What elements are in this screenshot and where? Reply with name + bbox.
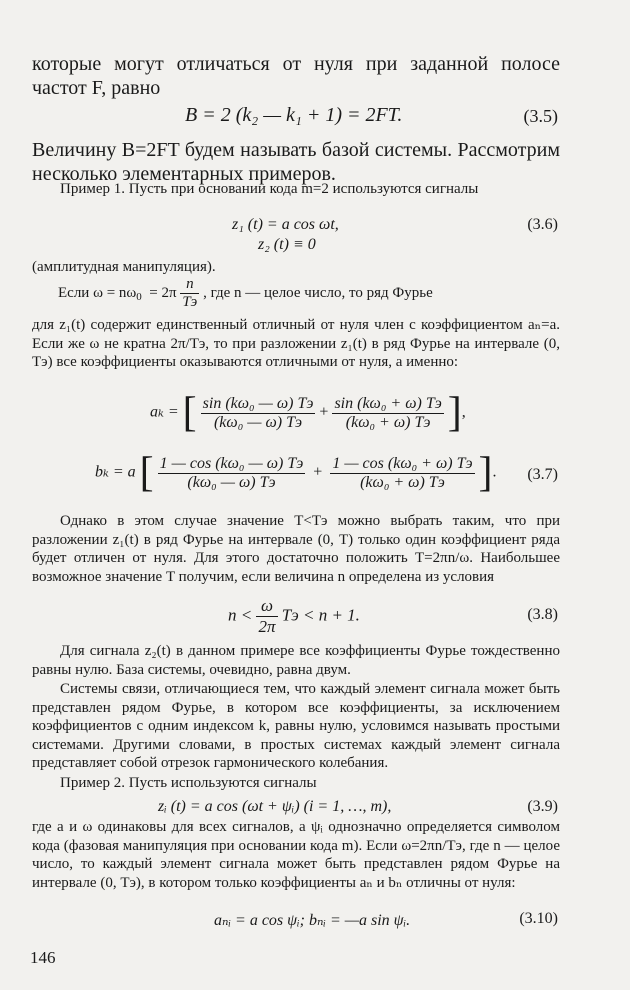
page-number: 146 [30, 948, 56, 967]
equation-3-10: aₙᵢ = a cos ψᵢ; bₙᵢ = —a sin ψᵢ. [214, 912, 411, 929]
ak-lhs: aₖ = [150, 403, 179, 421]
frequency-condition-end: , где n — целое число, то ряд Фурье [203, 284, 433, 301]
eq38-denominator: 2π [258, 617, 276, 636]
eq-number-3-6: (3.6) [527, 216, 558, 233]
ak-denominator-2: (kω₀ + ω) Tэ [345, 413, 431, 431]
paragraph-simple-systems: Системы связи, отличающиеся тем, что каждый элемент сигнала может быть представлен рядом Фурье, в котором все коэффициенты, за исключением коэффициентов с одним индексом k, равны нулю, условимся называть простыми системами. Другими словами, в простых системах каждый элемент сигнала представляет собой отрезок гармонического колебания. [32, 681, 560, 771]
equation-3-6-line2: z₂ (t) ≡ 0 [258, 236, 316, 253]
eq38-right: Tэ < n + 1. [281, 605, 360, 625]
fraction-denominator-t: Tэ [182, 294, 198, 310]
equation-bk: bₖ = a [ $\frac{\text{1 — cos (kω₀ — ω) Tэ}}{\text{(kω₀ — ω) Tэ}}$ + $\frac{\text{1 — cos (kω₀ + ω) Tэ}}{\text{(kω₀ + ω) Tэ}}$ ]. [95, 450, 497, 496]
eq38-numerator: ω [256, 596, 277, 617]
ak-numerator-1: sin (kω₀ — ω) Tэ [202, 394, 314, 412]
paragraph-modulation-note: (амплитудная манипуляция). [32, 259, 216, 275]
equation-3-6-line1: z₁ (t) = a cos ωt, [232, 216, 339, 233]
equation-3-9: zᵢ (t) = a cos (ωt + ψᵢ) (i = 1, …, m), [158, 798, 392, 815]
two-pi: 2π [161, 284, 177, 301]
paragraph-second-signal: Для сигнала z₂(t) в данном примере все коэффициенты Фурье тождественно равны нулю. База системы, очевидно, равна двум. [32, 643, 560, 678]
bk-numerator-2: 1 — cos (kω₀ + ω) Tэ [332, 454, 473, 472]
bk-lhs: bₖ = a [95, 463, 136, 481]
paragraph-intro: которые могут отличаться от нуля при заданной полосе частот F, равно [32, 53, 560, 99]
bk-denominator-2: (kω₀ + ω) Tэ [360, 473, 445, 491]
paragraph-phase-modulation: где a и ω одинаковы для всех сигналов, а ψᵢ однозначно определяется символом кода (фазовая манипуляция при основании кода m). Если ω=2πn/Tэ, где n — целое число, то каждый элемент сигнала может быть представлен рядом Фурье на интервале (0, Tэ), в котором только коэффициенты aₙ и bₙ отличны от нуля: [32, 819, 560, 891]
paragraph-frequency-condition: Если $\omega = n\omega_0 = 2\pi$ $\frac{n}{Tэ}$ , где n — целое число, то ряд Фурье [58, 276, 433, 310]
equation-3-5: B = 2 (k₂ — k₁ + 1) = 2FT. [185, 104, 403, 126]
eq-number-3-5: (3.5) [523, 106, 558, 126]
eq-number-3-9: (3.9) [527, 798, 558, 815]
paragraph-example-2: Пример 2. Пусть используются сигналы [60, 775, 317, 791]
eq38-left: n < [228, 605, 253, 625]
paragraph-base-definition: Величину B=2FT будем называть базой системы. Рассмотрим несколько элементарных примеров. [32, 139, 560, 185]
paragraph-fourier-coefficients: для z₁(t) содержит единственный отличный от нуля член с коэффициентом aₙ=a. Если же ω не кратна 2π/Tэ, то при разложении z₁(t) в ряд Фурье на интервале (0, Tэ) все коэффициенты оказываются отличными от нуля, а именно: [32, 317, 560, 370]
ak-denominator-1: (kω₀ — ω) Tэ [213, 413, 303, 431]
equation-ak: aₖ = [ $\frac{\text{sin (kω₀ — ω) Tэ}}{\text{(kω₀ — ω) Tэ}}$ + $\frac{\text{sin (kω₀ + ω) Tэ}}{\text{(kω₀ + ω) Tэ}}$ ], [150, 390, 466, 436]
eq-number-3-8: (3.8) [527, 606, 558, 623]
bk-numerator-1: 1 — cos (kω₀ — ω) Tэ [159, 454, 304, 472]
paragraph-choose-t: Однако в этом случае значение T<Tэ можно выбрать таким, что при разложении z₁(t) в ряд Фурье на интервале (0, T) только один коэффициент ряда будет отличен от нуля. Для этого достаточно положить T=2πn/ω. Наибольшее возможное значение T получим, если величина n определена из условия [32, 513, 560, 585]
frequency-condition-start: Если ω = nω [58, 284, 137, 301]
paragraph-example-1: Пример 1. Пусть при основании кода m=2 используются сигналы [60, 181, 479, 197]
eq-number-3-10: (3.10) [519, 910, 558, 927]
equation-3-8 [228, 596, 360, 637]
bk-denominator-1: (kω₀ — ω) Tэ [187, 473, 276, 491]
fraction-numerator-n: n [180, 276, 199, 294]
ak-numerator-2: sin (kω₀ + ω) Tэ [334, 394, 442, 412]
eq-number-3-7: (3.7) [527, 466, 558, 483]
